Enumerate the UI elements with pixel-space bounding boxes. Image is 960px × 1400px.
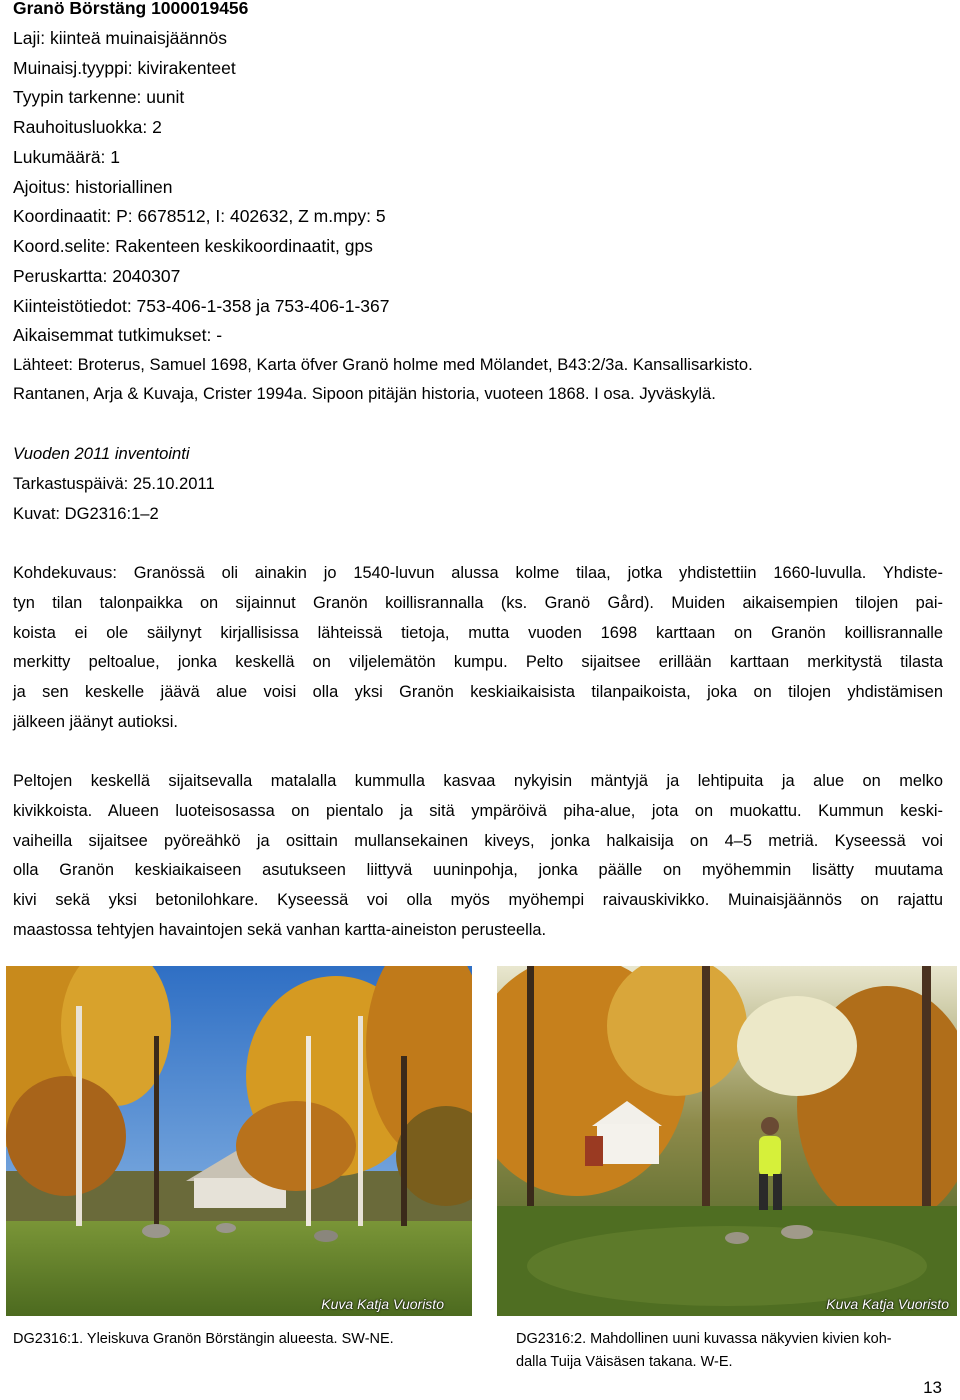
record-monument-type: Muinaisj.tyyppi: kivirakenteet — [13, 58, 236, 78]
record-count: Lukumäärä: 1 — [13, 147, 121, 167]
description-p2-line: olla Granön keskiaikaiseen asutukseen liittyvä uuninpohja, jonka päälle on myöhemmin lisätty muutama — [13, 861, 943, 879]
page-number: 13 — [923, 1378, 942, 1397]
description-p1-line: merkitty peltoalue, jonka keskellä on viljelemätön kumpu. Pelto sijaitsee erillään karttaan merkitystä tilasta — [13, 653, 943, 671]
description-p2-line: maastossa tehtyjen havaintojen sekä vanhan kartta-aineiston perusteella. — [13, 921, 547, 939]
description-p2-line: vaiheilla sijaitsee pyöreähkö ja osittain mullansekainen kiveys, jonka halkaisija on 4–5 metriä. Kyseessä voi — [13, 832, 943, 850]
photo-overview-image — [6, 966, 472, 1316]
record-type: Laji: kiinteä muinaisjäännös — [13, 28, 228, 48]
photo-oven-caption-line: DG2316:2. Mahdollinen uuni kuvassa näkyvien kivien koh- — [516, 1331, 892, 1347]
record-prior-studies: Aikaisemmat tutkimukset: - — [13, 325, 223, 345]
inventory-heading: Vuoden 2011 inventointi — [13, 444, 190, 463]
record-protection: Rauhoitusluokka: 2 — [13, 117, 162, 137]
photo-oven-image — [497, 966, 957, 1316]
description-p1-line: jälkeen jäänyt autioksi. — [13, 713, 178, 731]
photo-overview-caption: DG2316:1. Yleiskuva Granön Börstängin alueesta. SW-NE. — [13, 1331, 394, 1347]
description-p1-line: tyn tilan talonpaikka on sijainnut Granön koillisrannalla (ks. Granö Gård). Muiden aikaisempien tilojen pai- — [13, 594, 943, 612]
record-sources-2: Rantanen, Arja & Kuvaja, Crister 1994a. Sipoon pitäjän historia, vuoteen 1868. I osa. Jyväskylä. — [13, 384, 716, 403]
inventory-photos: Kuvat: DG2316:1–2 — [13, 504, 159, 523]
photo-oven — [497, 966, 957, 1316]
description-p2-line: Peltojen keskellä sijaitsevalla matalalla kummulla kasvaa nykyisin mäntyjä ja lehtipuita ja alue on melko — [13, 772, 943, 790]
description-p1-line: ja sen keskelle jäävä alue voisi olla yksi Granön keskiaikaisista tilanpaikoista, joka on tilojen yhdistämisen — [13, 683, 943, 701]
photo-oven-caption-line: dalla Tuija Väisäsen takana. W-E. — [516, 1354, 733, 1370]
photo-overview — [6, 966, 472, 1316]
description-p1-line: koista ei ole säilynyt kirjallisissa lähteissä tietoja, mutta vuoden 1698 karttaan on Granön koillisrannalle — [13, 624, 943, 642]
record-coordinates: Koordinaatit: P: 6678512, I: 402632, Z m.mpy: 5 — [13, 206, 386, 226]
record-title: Granö Börstäng 1000019456 — [13, 0, 249, 18]
record-properties: Kiinteistötiedot: 753-406-1-358 ja 753-406-1-367 — [13, 296, 390, 316]
record-basemap: Peruskartta: 2040307 — [13, 266, 181, 286]
photo-overview-credit: Kuva Katja Vuoristo — [321, 1296, 444, 1312]
record-type-detail: Tyypin tarkenne: uunit — [13, 87, 185, 107]
record-sources-1: Lähteet: Broterus, Samuel 1698, Karta öfver Granö holme med Mölandet, B43:2/3a. Kansallisarkisto. — [13, 355, 753, 374]
record-coord-note: Koord.selite: Rakenteen keskikoordinaatit, gps — [13, 236, 373, 256]
photo-oven-credit: Kuva Katja Vuoristo — [826, 1296, 949, 1312]
inventory-date: Tarkastuspäivä: 25.10.2011 — [13, 474, 215, 493]
description-p1-line: Kohdekuvaus: Granössä oli ainakin jo 1540-luvun alussa kolme tilaa, jotka yhdistettiin 1660-luvulla. Yhdiste- — [13, 564, 943, 582]
description-p2-line: kivi sekä yksi betonilohkare. Kyseessä voi olla myös myöhempi raivauskivikko. Muinaisjäännös on rajattu — [13, 891, 943, 909]
record-dating: Ajoitus: historiallinen — [13, 177, 173, 197]
description-p2-line: kivikkoista. Alueen luoteisosassa on pientalo ja sitä ympäröivä piha-alue, jota on muokattu. Kummun keski- — [13, 802, 943, 820]
